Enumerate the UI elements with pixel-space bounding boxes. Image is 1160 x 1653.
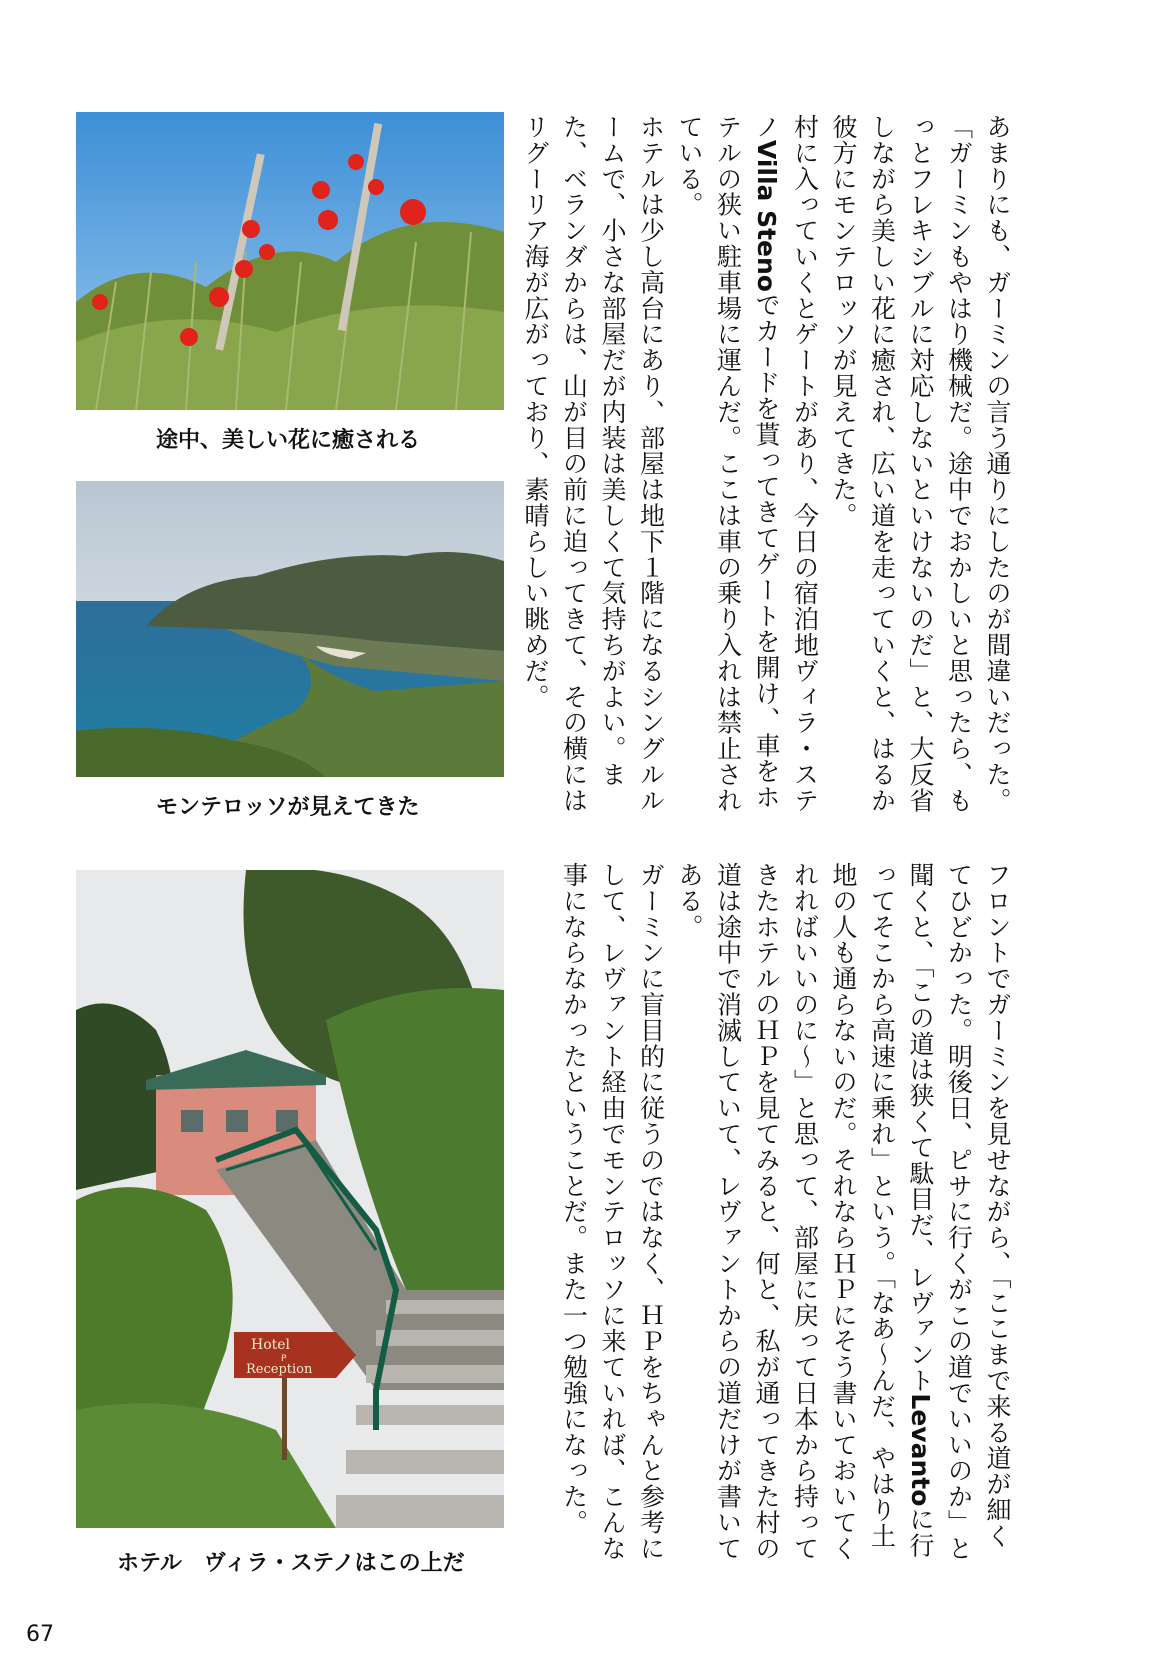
monterosso-caption: モンテロッソが見えてきた <box>156 795 420 820</box>
hotel-stairs-photo <box>76 870 504 1528</box>
flowers-caption: 途中、美しい花に癒される <box>156 428 421 453</box>
article-text-top <box>521 114 1016 814</box>
paragraph: あまりにも、ガーミンの言う通りにしたのが間違いだった。 <box>983 114 1012 814</box>
hotel-caption: ホテル ヴィラ・ステノはこの上だ <box>117 1551 465 1576</box>
paragraph: ガーミンに盲目的に従うのではなく、ＨＰをちゃんと参考にして、レヴァント経由でモンテロッソに来ていれば、こんな事にならなかったということだ。また一つ勉強になった。 <box>559 862 666 1562</box>
page-number: 67 <box>26 1622 54 1647</box>
text-run: に行ってそこから高速に乗れ」という。「なあ〜んだ、やはり土地の人も通らないのだ。それならＨＰにそう書いておいてくれればいいのに〜」と思って、部屋に戻って日本から持ってきたホテルのＨＰを見てみると、何と、私が通ってきた村の道は途中で消滅していて、レヴァントからの道だけが書いてある。 <box>675 862 935 1562</box>
text-run: 村に入っていくとゲートがあり、今日の宿泊地ヴィラ・ステノ <box>752 114 820 814</box>
hotel-sign-parking: P <box>281 1354 287 1364</box>
hotel-sign-text-1: Hotel <box>251 1337 291 1353</box>
hotel-sign-text-2: Reception <box>246 1362 313 1377</box>
paragraph: ホテルは少し高台にあり、部屋は地下１階になるシングルルームで、小さな部屋だが内装は美しくて気持ちがよい。また、ベランダからは、山が目の前に迫ってきて、その横にはリグーリア海が広がっており、素晴らしい眺めだ。 <box>521 114 666 814</box>
paragraph <box>670 114 824 814</box>
paragraph <box>670 862 1017 1562</box>
paragraph: 「ガーミンもやはり機械だ。途中でおかしいと思ったら、もっとフレキシブルに対応しないといけないのだ」と、大反省しながら美しい花に癒され、広い道を走っていくと、はるか彼方にモンテロッソが見えてきた。 <box>829 114 974 814</box>
levanto-name: Levanto <box>906 1393 935 1507</box>
poppy-flowers-photo <box>76 112 504 410</box>
monterosso-coast-photo <box>76 481 504 777</box>
text-run: フロントでガーミンを見せながら、「ここまで来る道が細くてひどかった。明後日、ピサに行くがこの道でいいのか」と聞くと、「この道は狭くて駄目だ、レヴァント <box>906 862 1012 1562</box>
text-run: でカードを貰ってきてゲートを開け、車をホテルの狭い駐車場に運んだ。ここは車の乗り入れは禁止されている。 <box>675 114 781 814</box>
article-text-bottom <box>526 862 1016 1562</box>
villa-steno-name: Villa Steno <box>752 139 781 292</box>
